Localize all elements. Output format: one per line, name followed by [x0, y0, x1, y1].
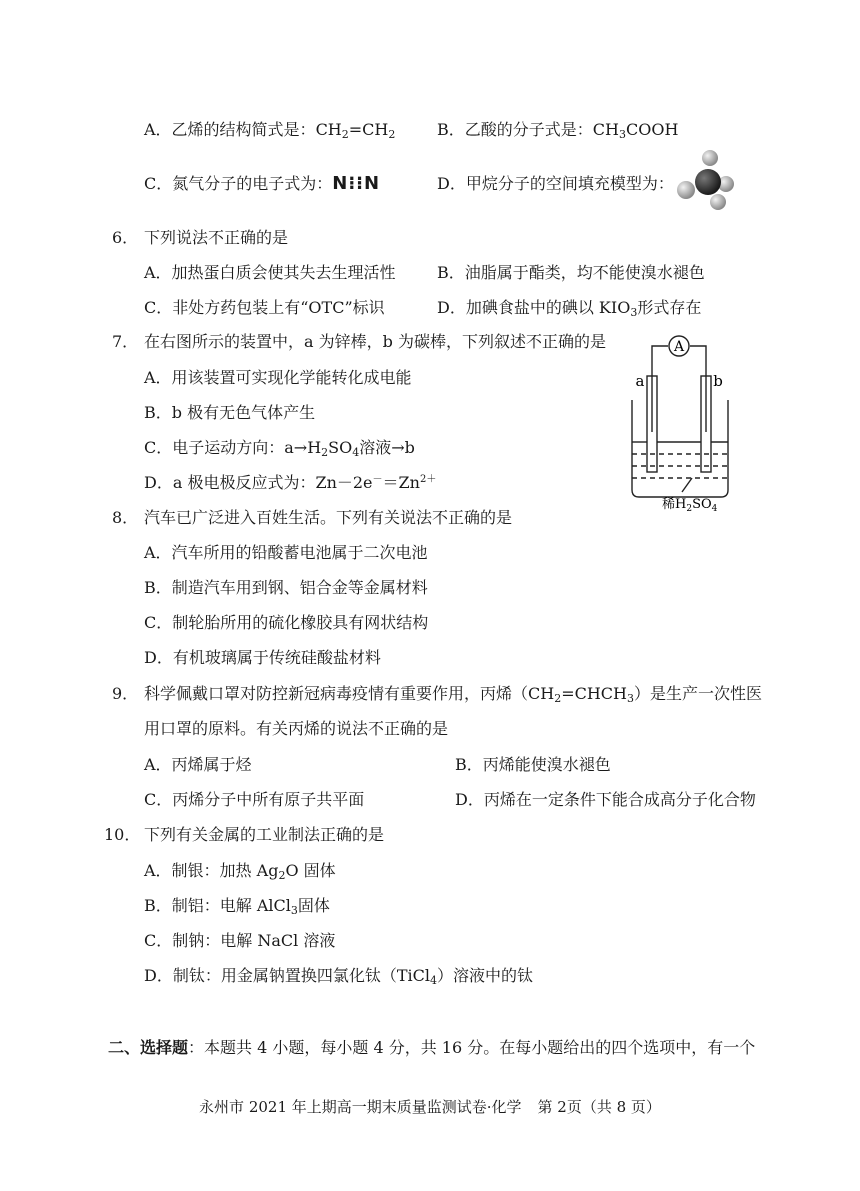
section-two-title: 二、选择题 [108, 1038, 189, 1057]
q7-option-b: B．b 极有无色气体产生 [144, 403, 316, 422]
electrode-a-label: a [635, 372, 645, 390]
q5-option-b: B．乙酸的分子式是：$CH_3COOH$ [437, 120, 679, 141]
q9-stem-line1: 科学佩戴口罩对防控新冠病毒疫情有重要作用，丙烯$(CH_2=CHCH_3)$是生产一次性医 [144, 684, 763, 705]
q7-option-c: C．电子运动方向：$a\to H_2SO_4$溶液→b [144, 438, 415, 459]
q8-option-d: D．有机玻璃属于传统硅酸盐材料 [144, 648, 381, 667]
q10-option-d: D．制钛：用金属钠置换四氯化钛（TiCl$_4$）溶液中的钛 [144, 966, 533, 987]
q8-option-a: A．汽车所用的铅酸蓄电池属于二次电池 [144, 543, 428, 562]
q8-number: 8． [112, 508, 139, 527]
q6-stem: 下列说法不正确的是 [144, 228, 289, 247]
q6-option-c: C．非处方药包装上有“OTC”标识 [144, 298, 385, 317]
q9-option-d: D．丙烯在一定条件下能合成高分子化合物 [455, 790, 756, 809]
q10-number: 10． [104, 825, 141, 844]
q7-option-a: A．用该装置可实现化学能转化成电能 [144, 368, 412, 387]
page-footer [0, 1096, 860, 1117]
q6-number: 6． [112, 228, 139, 247]
section-two-header [108, 1038, 755, 1058]
q10-option-c: C．制钠：电解 NaCl 溶液 [144, 931, 336, 950]
q8-option-b: B．制造汽车用到钢、铝合金等金属材料 [144, 578, 428, 597]
page-number: 第 2页（共 8 页） [537, 1098, 661, 1116]
q9-option-a: A．丙烯属于烃 [144, 755, 252, 774]
q9-number: 9． [112, 684, 139, 703]
q7-stem: 在右图所示的装置中，a 为锌棒，b 为碳棒，下列叙述不正确的是 [144, 332, 606, 351]
galvanic-cell-diagram [620, 332, 750, 512]
q7-option-d: D．a 极电极反应式为：$Zn-2e^-=Zn^{2+}$ [144, 473, 437, 492]
section-two-instructions: ：本题共 4 小题，每小题 4 分，共 16 分。在每小题给出的四个选项中，有一个 [188, 1038, 756, 1057]
q8-stem: 汽车已广泛进入百姓生活。下列有关说法不正确的是 [144, 508, 513, 527]
q6-option-a: A．加热蛋白质会使其失去生理活性 [144, 263, 396, 282]
q10-option-a: A．制银：加热 $Ag_2O$ 固体 [144, 861, 336, 882]
ammeter-label: A [673, 339, 685, 355]
q10-stem: 下列有关金属的工业制法正确的是 [144, 825, 385, 844]
q9-option-b: B．丙烯能使溴水褪色 [455, 755, 611, 774]
q6-option-d: D．加碘食盐中的碘以 $KIO_3$形式存在 [437, 298, 702, 319]
electrode-b-label: b [713, 372, 723, 390]
q5-option-c: C．氮气分子的电子式为：N⁝⁝N [144, 173, 381, 194]
q9-option-c: C．丙烯分子中所有原子共平面 [144, 790, 365, 809]
methane-space-filling-model [672, 146, 740, 214]
q5-option-a: A．乙烯的结构简式是：$CH_2=CH_2$ [144, 120, 396, 141]
solution-label: 稀$H_2SO_4$ [662, 497, 718, 512]
q9-stem-line2: 用口罩的原料。有关丙烯的说法不正确的是 [144, 719, 449, 738]
exam-title: 永州市 2021 年上期高一期末质量监测试卷·化学 [199, 1098, 522, 1116]
nitrogen-electron-formula: N⁝⁝N [332, 173, 381, 194]
q10-option-b: B．制铝：电解 AlCl$_3$固体 [144, 896, 330, 917]
q8-option-c: C．制轮胎所用的硫化橡胶具有网状结构 [144, 613, 429, 632]
q7-number: 7． [112, 332, 139, 351]
q6-option-b: B．油脂属于酯类，均不能使溴水褪色 [437, 263, 705, 282]
q5-option-d: D．甲烷分子的空间填充模型为： [437, 174, 674, 193]
